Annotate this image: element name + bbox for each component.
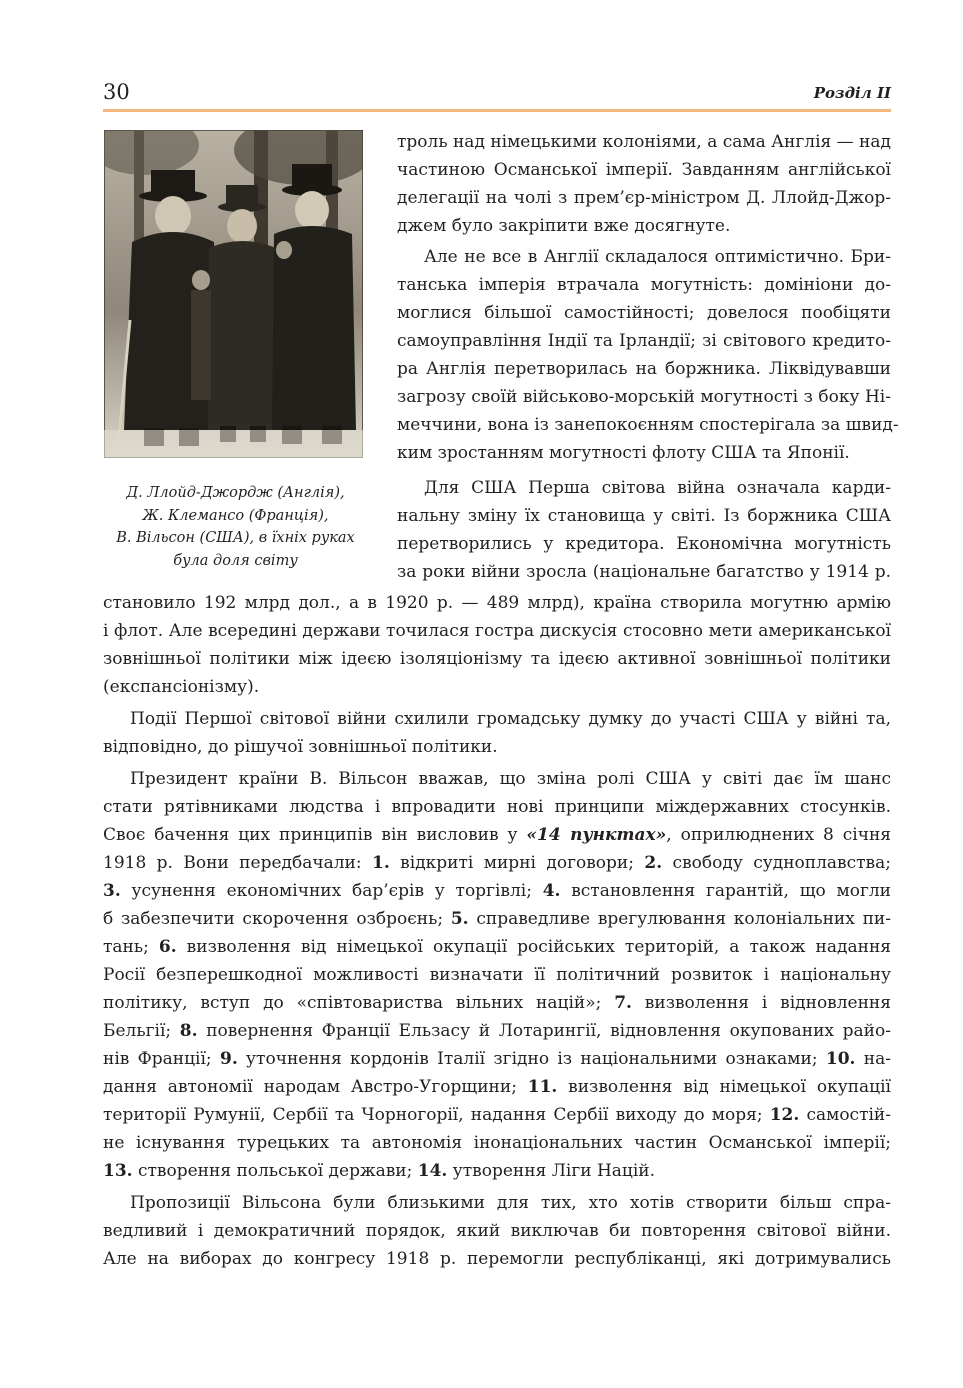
header-rule xyxy=(103,109,891,112)
text-line: Бельгії; 8. повернення Франції Ельзасу й Лотарингії, відновлення окупованих райо- xyxy=(103,1021,891,1041)
historical-photo xyxy=(104,130,363,458)
text-line: танська імперія втрачала могутність: домініони до- xyxy=(397,275,891,295)
text-line: перетворились у кредитора. Економічна могутність xyxy=(397,534,891,554)
text-line: Своє бачення цих принципів він висловив у «14 пунктах», оприлюднених 8 січня xyxy=(103,825,891,845)
section-title: Розділ II xyxy=(813,84,891,102)
text-line: за роки війни зросла (національне багатство у 1914 р. xyxy=(397,562,891,582)
text-line: стати рятівниками людства і впровадити нові принципи міждержавних стосунків. xyxy=(103,797,891,817)
text-line: моглися більшої самостійності; довелося пообіцяти xyxy=(397,303,891,323)
text-line: частиною Османської імперії. Завданням англійської xyxy=(397,160,891,180)
text-line: 1918 р. Вони передбачали: 1. відкриті мирні договори; 2. свободу судноплавства; xyxy=(103,853,891,873)
text-line: тань; 6. визволення від німецької окупації російських територій, а також надання xyxy=(103,937,891,957)
text-line: відповідно, до рішучої зовнішньої політики. xyxy=(103,737,498,757)
text-line: нів Франції; 9. уточнення кордонів Італії згідно із національними ознаками; 10. на- xyxy=(103,1049,891,1069)
text-line: дання автономії народам Австро-Угорщини; 11. визволення від німецької окупації xyxy=(103,1077,891,1097)
text-line: б забезпечити скорочення озброєнь; 5. справедливе врегулювання колоніальних пи- xyxy=(103,909,891,929)
text-line: території Румунії, Сербії та Чорногорії, надання Сербії виходу до моря; 12. самостій- xyxy=(103,1105,891,1125)
caption-line: В. Вільсон (США), в їхніх руках xyxy=(116,530,355,546)
caption-line: була доля світу xyxy=(173,552,298,569)
text-line: Але не все в Англії складалося оптимістично. Бри- xyxy=(424,247,891,267)
text-line: Але на виборах до конгресу 1918 р. перемогли республіканці, які дотримувались xyxy=(103,1249,891,1269)
text-line: Для США Перша світова війна означала карди- xyxy=(424,478,891,498)
page-header xyxy=(103,80,891,108)
text-line: Росії безперешкодної можливості визначати її політичний розвиток і національну xyxy=(103,965,891,985)
caption-line: Ж. Клемансо (Франція), xyxy=(142,507,329,524)
text-line: троль над німецькими колоніями, а сама Англія — над xyxy=(397,132,891,152)
photo-caption xyxy=(104,482,367,572)
text-line: ведливий і демократичний порядок, який виключав би повторення світової війни. xyxy=(103,1221,891,1241)
text-line: джем було закріпити вже досягнуте. xyxy=(397,216,731,236)
text-line: Президент країни В. Вільсон вважав, що зміна ролі США у світі дає їм шанс xyxy=(130,769,891,789)
text-line: делегації на чолі з прем’єр-міністром Д. Ллойд-Джор- xyxy=(397,188,891,208)
text-line: (експансіонізму). xyxy=(103,677,260,697)
text-line: не існування турецьких та автономія інонаціональних частин Османської імперії; xyxy=(103,1133,891,1153)
text-line: меччини, вона із занепокоєнням спостерігала за швид- xyxy=(397,415,899,435)
text-line: Події Першої світової війни схилили громадську думку до участі США у війні та, xyxy=(130,709,891,729)
text-line: 3. усунення економічних бар’єрів у торгівлі; 4. встановлення гарантій, що могли xyxy=(103,881,891,901)
text-line: 13. створення польської держави; 14. утворення Ліги Націй. xyxy=(103,1161,656,1181)
text-line: політику, вступ до «співтовариства вільних націй»; 7. визволення і відновлення xyxy=(103,993,891,1013)
text-line: ким зростанням могутності флоту США та Японії. xyxy=(397,443,850,463)
text-line: ра Англія перетворилась на боржника. Ліквідувавши xyxy=(397,359,891,379)
caption-line: Д. Ллойд-Джордж (Англія), xyxy=(126,485,345,501)
text-line: і флот. Але всередині держави точилася гостра дискусія стосовно мети американської xyxy=(103,621,891,641)
text-line: нальну зміну їх становища у світі. Із боржника США xyxy=(397,506,891,526)
text-line: загрозу своїй військово-морській могутності з боку Ні- xyxy=(397,387,891,407)
text-line: становило 192 млрд дол., а в 1920 р. — 489 млрд), країна створила могутню армію xyxy=(103,593,891,613)
text-line: Пропозиції Вільсона були близькими для тих, хто хотів створити більш спра- xyxy=(130,1193,891,1213)
text-line: самоуправління Індії та Ірландії; зі світового кредито- xyxy=(397,331,891,351)
page-number: 30 xyxy=(103,80,130,104)
text-line: зовнішньої політики між ідеєю ізоляціонізму та ідеєю активної зовнішньої політики xyxy=(103,649,891,669)
